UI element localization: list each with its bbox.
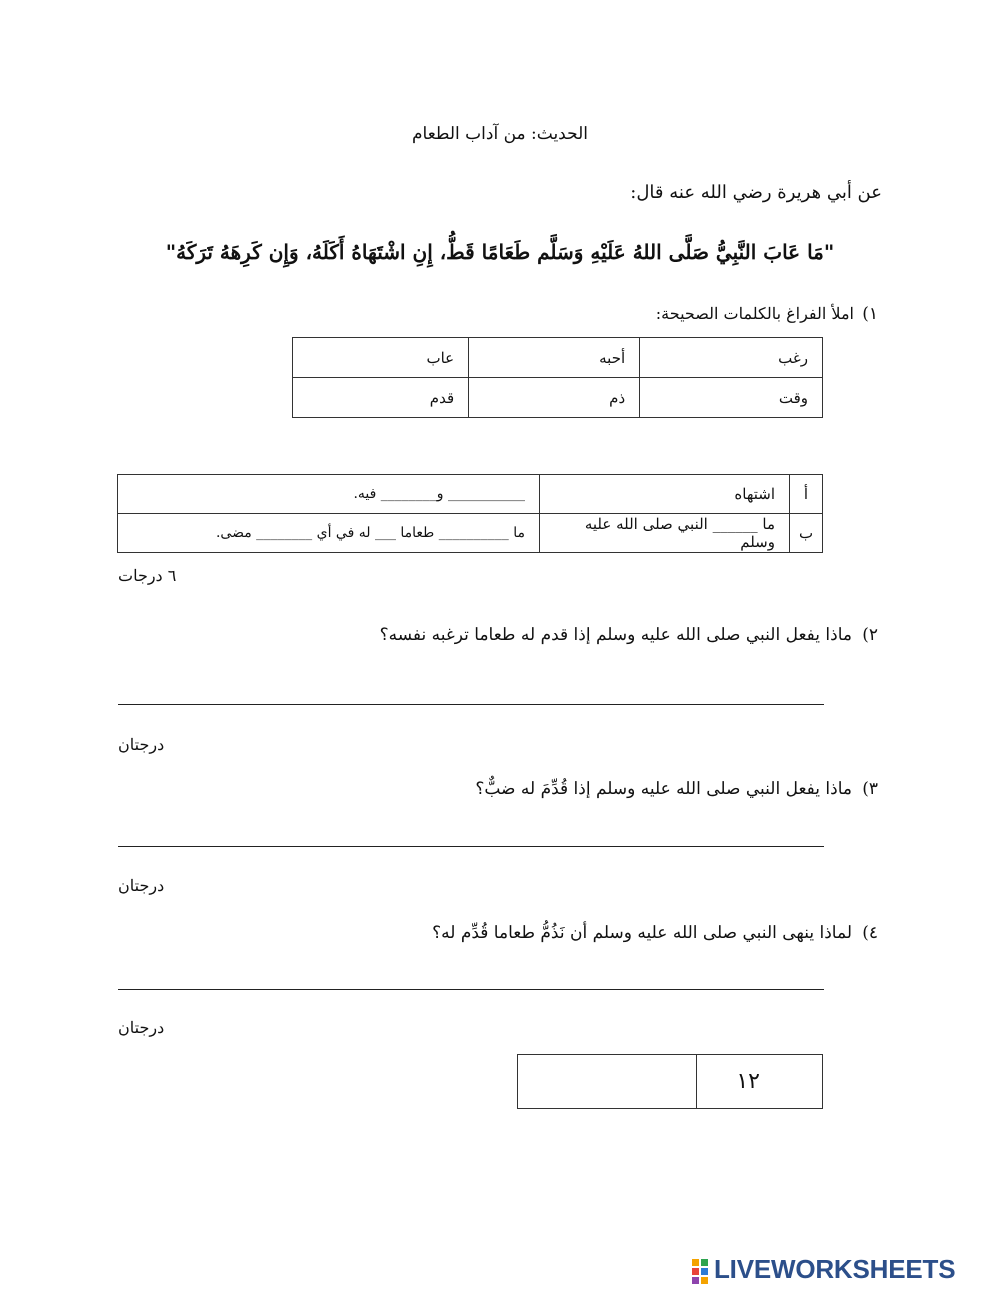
fill-row-b bbox=[118, 514, 823, 553]
q1-text: املأ الفراغ بالكلمات الصحيحة: bbox=[655, 304, 854, 323]
hadith-text: "مَا عَابَ النَّبِيُّ صَلَّى اللهُ عَلَيْهِ وَسَلَّم طَعَامًا قَطُّ، إِنِ اشْتَهَاهُ أَكَلَهُ، وَإِن كَرِهَهُ تَرَكَهُ" bbox=[165, 240, 835, 264]
page-title: الحديث: من آداب الطعام bbox=[412, 124, 588, 144]
q3-answer-line[interactable] bbox=[118, 846, 824, 847]
word-bank-cell: وقت bbox=[640, 378, 823, 418]
q1-number: ١) bbox=[862, 304, 878, 324]
row-label: أ bbox=[790, 475, 823, 514]
logo-square-icon bbox=[692, 1277, 699, 1284]
logo-square-icon bbox=[701, 1277, 708, 1284]
fill-blank-table bbox=[117, 474, 823, 553]
word-bank-cell: عاب bbox=[293, 338, 469, 378]
blank-sentence[interactable]: ما __________ طعاما ___ له في أي ________ مضى. bbox=[118, 514, 540, 553]
q3-grade: درجتان bbox=[118, 876, 165, 895]
q4-text: لماذا ينهى النبي صلى الله عليه وسلم أن نَذُمُّ طعاما قُدِّم له؟ bbox=[432, 923, 852, 943]
q3-text: ماذا يفعل النبي صلى الله عليه وسلم إذا قُدِّمَ له ضبٌّ؟ bbox=[475, 779, 852, 799]
word-bank-cell: قدم bbox=[293, 378, 469, 418]
row-label: ب bbox=[790, 514, 823, 553]
q2-text: ماذا يفعل النبي صلى الله عليه وسلم إذا قدم له طعاما ترغبه نفسه؟ bbox=[379, 625, 852, 645]
word-bank-table bbox=[292, 337, 823, 418]
fill-row-a bbox=[118, 475, 823, 514]
max-score-cell: ١٢ bbox=[697, 1055, 823, 1109]
word-bank-cell: أحبه bbox=[469, 338, 640, 378]
word-bank-cell: ذم bbox=[469, 378, 640, 418]
q3-number: ٣) bbox=[862, 779, 878, 799]
logo-square-icon bbox=[701, 1268, 708, 1275]
narrator-line: عن أبي هريرة رضي الله عنه قال: bbox=[630, 182, 882, 203]
q2-answer-line[interactable] bbox=[118, 704, 824, 705]
logo-square-icon bbox=[692, 1268, 699, 1275]
q1-grade: ٦ درجات bbox=[118, 566, 177, 585]
brand-name: LIVEWORKSHEETS bbox=[714, 1254, 956, 1284]
liveworksheets-logo bbox=[692, 1256, 988, 1284]
row-cue: اشتهاه bbox=[540, 475, 790, 514]
blank-sentence[interactable]: ___________ و________ فيه. bbox=[118, 475, 540, 514]
word-bank-cell: رغب bbox=[640, 338, 823, 378]
q4-answer-line[interactable] bbox=[118, 989, 824, 990]
logo-square-icon bbox=[692, 1259, 699, 1266]
score-cell[interactable] bbox=[518, 1055, 697, 1109]
row-cue[interactable]: ما ______ النبي صلى الله عليه وسلم bbox=[540, 514, 790, 553]
q2-grade: درجتان bbox=[118, 735, 165, 754]
q4-grade: درجتان bbox=[118, 1018, 165, 1037]
total-score-table bbox=[517, 1054, 823, 1109]
q2-number: ٢) bbox=[862, 625, 878, 645]
logo-square-icon bbox=[701, 1259, 708, 1266]
q4-number: ٤) bbox=[862, 923, 878, 943]
